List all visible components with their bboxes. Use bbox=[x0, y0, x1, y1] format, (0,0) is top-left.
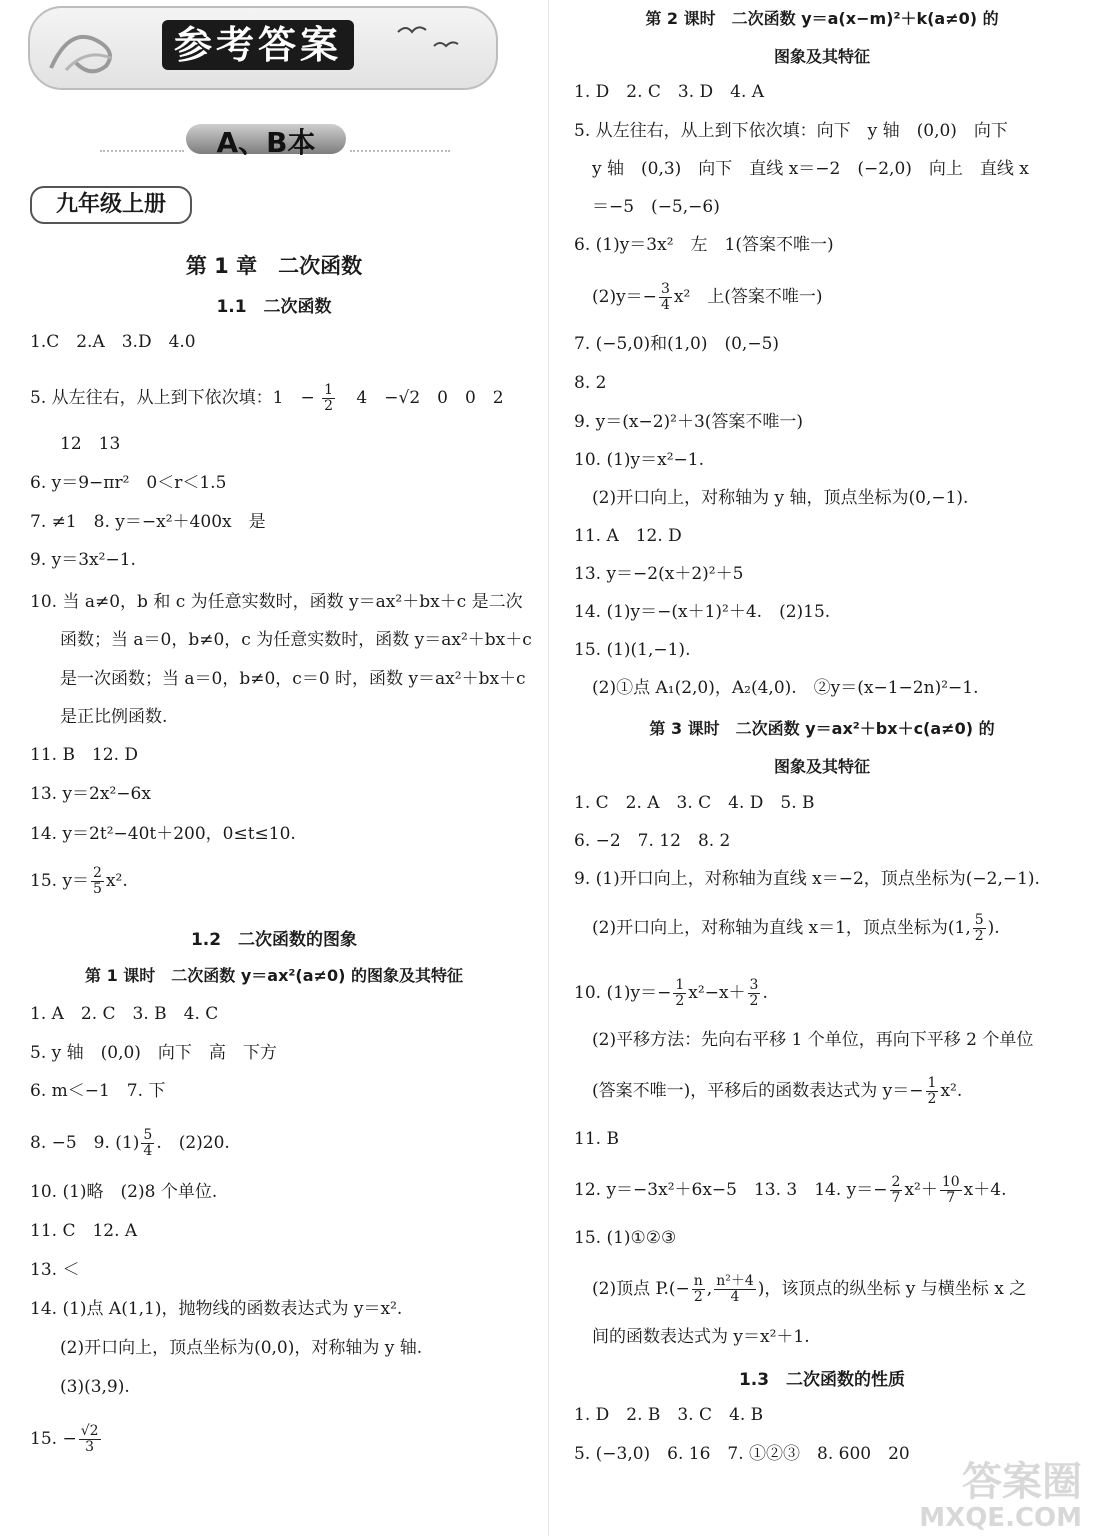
wave-icon bbox=[46, 18, 136, 78]
answer-line bbox=[592, 913, 1000, 944]
answer-line bbox=[592, 282, 823, 313]
lesson-heading-2-sub: 图象及其特征 bbox=[773, 47, 870, 66]
fraction: $\frac{n}{2}$ bbox=[693, 1273, 703, 1305]
answer-line: 6. (1)y＝3x² 左 1(答案不唯一) bbox=[574, 235, 834, 255]
answer-line: 1. D 2. B 3. C 4. B bbox=[574, 1405, 764, 1425]
answer-line: 是一次函数；当 a＝0，b≠0，c＝0 时，函数 y＝ax²＋bx＋c bbox=[60, 669, 526, 689]
answer-text: . (2)20. bbox=[156, 1133, 230, 1153]
answer-text: (2)开口向上，对称轴为直线 x＝1，顶点坐标为(1, bbox=[592, 918, 971, 938]
answer-line bbox=[574, 1175, 1006, 1206]
answer-line: (2)开口向上，对称轴为 y 轴，顶点坐标为(0,−1). bbox=[592, 488, 969, 508]
birds-icon bbox=[396, 20, 466, 60]
answer-line: 11. A 12. D bbox=[574, 526, 682, 546]
fraction: $\frac{2}{7}$ bbox=[891, 1174, 901, 1206]
answer-line: 是正比例函数. bbox=[60, 707, 168, 727]
grade-label: 九年级上册 bbox=[30, 186, 192, 224]
fraction: $\frac{3}{2}$ bbox=[749, 977, 759, 1009]
answer-line: 14. (1)y＝−(x＋1)²＋4. (2)15. bbox=[574, 602, 831, 622]
fraction: $\frac{1}{2}$ bbox=[324, 382, 334, 414]
answer-line: 1. C 2. A 3. C 4. D 5. B bbox=[574, 793, 815, 813]
answer-text: x²＋ bbox=[904, 1180, 938, 1200]
answer-line bbox=[592, 1274, 1026, 1305]
lesson-heading-1: 第 1 课时 二次函数 y＝ax²(a≠0) 的图象及其特征 bbox=[85, 966, 463, 985]
answer-text: ). bbox=[987, 918, 1000, 938]
answer-line: 8. 2 bbox=[574, 373, 607, 393]
answer-line: (2)开口向上，顶点坐标为(0,0)，对称轴为 y 轴. bbox=[60, 1338, 423, 1358]
answer-text: (2)顶点 P.(− bbox=[592, 1279, 690, 1299]
answer-text: 8. −5 9. (1) bbox=[30, 1133, 140, 1153]
answer-line: 11. B 12. D bbox=[30, 745, 139, 765]
lesson-heading-2: 第 2 课时 二次函数 y＝a(x−m)²＋k(a≠0) 的 bbox=[645, 9, 999, 28]
answer-line: 1.C 2.A 3.D 4.0 bbox=[30, 332, 196, 352]
fraction: $\frac{10}{7}$ bbox=[941, 1174, 960, 1206]
answer-line: 10. (1)略 (2)8 个单位. bbox=[30, 1182, 218, 1202]
answer-line bbox=[592, 1076, 962, 1107]
answer-line: 11. B bbox=[574, 1129, 619, 1149]
answer-text: x²−x＋ bbox=[688, 983, 746, 1003]
answer-line: 15. (1)①②③ bbox=[574, 1228, 677, 1248]
answer-text: 15. − bbox=[30, 1429, 77, 1449]
lesson-heading-3-sub: 图象及其特征 bbox=[773, 757, 870, 776]
answer-line: 间的函数表达式为 y＝x²＋1. bbox=[592, 1327, 810, 1347]
book-label: A、B本 bbox=[216, 126, 316, 159]
answer-line bbox=[30, 383, 504, 414]
answer-text: 15. y＝ bbox=[30, 871, 90, 891]
answer-line: 10. 当 a≠0，b 和 c 为任意实数时，函数 y＝ax²＋bx＋c 是二次 bbox=[30, 592, 523, 612]
answer-line bbox=[30, 1424, 103, 1455]
answer-line: 7. (−5,0)和(1,0) (0,−5) bbox=[574, 334, 780, 354]
fraction: $\frac{1}{2}$ bbox=[927, 1075, 937, 1107]
answer-line: ＝−5 (−5,−6) bbox=[592, 197, 720, 217]
answer-text: x² 上(答案不唯一) bbox=[673, 287, 823, 307]
section-heading-1-2: 1.2 二次函数的图象 bbox=[190, 930, 358, 950]
answer-text: 5. 从左往右，从上到下依次填：1 − bbox=[30, 388, 315, 408]
answer-line bbox=[30, 866, 128, 897]
answer-line: (3)(3,9). bbox=[60, 1377, 130, 1397]
answer-line bbox=[30, 1128, 230, 1159]
answer-text: x＋4. bbox=[963, 1180, 1007, 1200]
answer-line: 5. (−3,0) 6. 16 7. ①②③ 8. 600 20 bbox=[574, 1444, 910, 1464]
answer-line: (2)平移方法：先向右平移 1 个单位，再向下平移 2 个单位 bbox=[592, 1030, 1034, 1050]
answer-line: 9. y＝3x²−1. bbox=[30, 550, 136, 570]
answer-line: 6. −2 7. 12 8. 2 bbox=[574, 831, 731, 851]
answer-text: (2)y＝− bbox=[592, 287, 657, 307]
answer-line: 10. (1)y＝x²−1. bbox=[574, 450, 704, 470]
answer-line: 11. C 12. A bbox=[30, 1221, 138, 1241]
dotted-rule-left bbox=[100, 150, 184, 154]
lesson-heading-3: 第 3 课时 二次函数 y＝ax²＋bx＋c(a≠0) 的 bbox=[649, 719, 995, 738]
answer-line: 14. y＝2t²−40t＋200，0≤t≤10. bbox=[30, 824, 296, 844]
dotted-rule-right bbox=[350, 150, 450, 154]
answer-text: 10. (1)y＝− bbox=[574, 983, 672, 1003]
answer-line: 15. (1)(1,−1). bbox=[574, 640, 691, 660]
fraction: $\frac{3}{4}$ bbox=[660, 281, 670, 313]
answer-line: 5. y 轴 (0,0) 向下 高 下方 bbox=[30, 1043, 277, 1063]
fraction: $\frac{5}{2}$ bbox=[974, 912, 984, 944]
answer-line: 12 13 bbox=[60, 434, 121, 454]
fraction: $\frac{√2}{3}$ bbox=[80, 1423, 99, 1455]
answer-text: 12. y＝−3x²＋6x−5 13. 3 14. y＝− bbox=[574, 1180, 888, 1200]
answer-line: 13. y＝2x²−6x bbox=[30, 784, 151, 804]
answer-line: 13. ＜ bbox=[30, 1260, 80, 1280]
answer-line: 1. A 2. C 3. B 4. C bbox=[30, 1004, 219, 1024]
answer-line: 6. y＝9−πr² 0＜r＜1.5 bbox=[30, 473, 227, 493]
chapter-title: 第 1 章 二次函数 bbox=[185, 254, 363, 278]
answer-line: 14. (1)点 A(1,1)，抛物线的函数表达式为 y＝x². bbox=[30, 1299, 403, 1319]
fraction: $\frac{2}{5}$ bbox=[93, 865, 102, 897]
answer-line bbox=[574, 978, 768, 1009]
answer-text: x². bbox=[940, 1081, 963, 1101]
answer-text: . bbox=[762, 983, 768, 1003]
answer-line: 13. y＝−2(x＋2)²＋5 bbox=[574, 564, 744, 584]
answer-line: y 轴 (0,3) 向下 直线 x＝−2 (−2,0) 向上 直线 x bbox=[592, 159, 1029, 179]
fraction: $\frac{1}{2}$ bbox=[675, 977, 685, 1009]
page-title: 参考答案 bbox=[162, 20, 354, 70]
answer-line: (2)①点 A₁(2,0)，A₂(4,0). ②y＝(x−1−2n)²−1. bbox=[592, 678, 979, 698]
answer-text: x². bbox=[105, 871, 128, 891]
section-heading-1-1: 1.1 二次函数 bbox=[216, 297, 332, 317]
answer-line: 5. 从左往右，从上到下依次填：向下 y 轴 (0,0) 向下 bbox=[574, 121, 1008, 141]
fraction: $\frac{5}{4}$ bbox=[143, 1127, 153, 1159]
watermark-bottom: MXQE.COM bbox=[919, 1503, 1082, 1533]
answer-line: 函数；当 a＝0，b≠0，c 为任意实数时，函数 y＝ax²＋bx＋c bbox=[60, 630, 532, 650]
answer-line: 6. m＜−1 7. 下 bbox=[30, 1081, 166, 1101]
answer-line: 9. (1)开口向上，对称轴为直线 x＝−2，顶点坐标为(−2,−1). bbox=[574, 869, 1040, 889]
watermark bbox=[919, 1460, 1082, 1532]
watermark-top: 答案圈 bbox=[962, 1459, 1082, 1505]
answer-line: 7. ≠1 8. y＝−x²＋400x 是 bbox=[30, 512, 266, 532]
answer-line: 1. D 2. C 3. D 4. A bbox=[574, 82, 765, 102]
answer-text: 4 −√2 0 0 2 bbox=[356, 388, 504, 408]
section-heading-1-3: 1.3 二次函数的性质 bbox=[738, 1370, 906, 1390]
answer-text: (答案不唯一)，平移后的函数表达式为 y＝− bbox=[592, 1081, 924, 1101]
answer-text: )，该顶点的纵坐标 y 与横坐标 x 之 bbox=[757, 1279, 1027, 1299]
fraction: $\frac{\text{n²＋4}}{4}$ bbox=[716, 1273, 754, 1305]
answer-text: , bbox=[706, 1279, 713, 1299]
answer-line: 9. y＝(x−2)²＋3(答案不唯一) bbox=[574, 412, 804, 432]
